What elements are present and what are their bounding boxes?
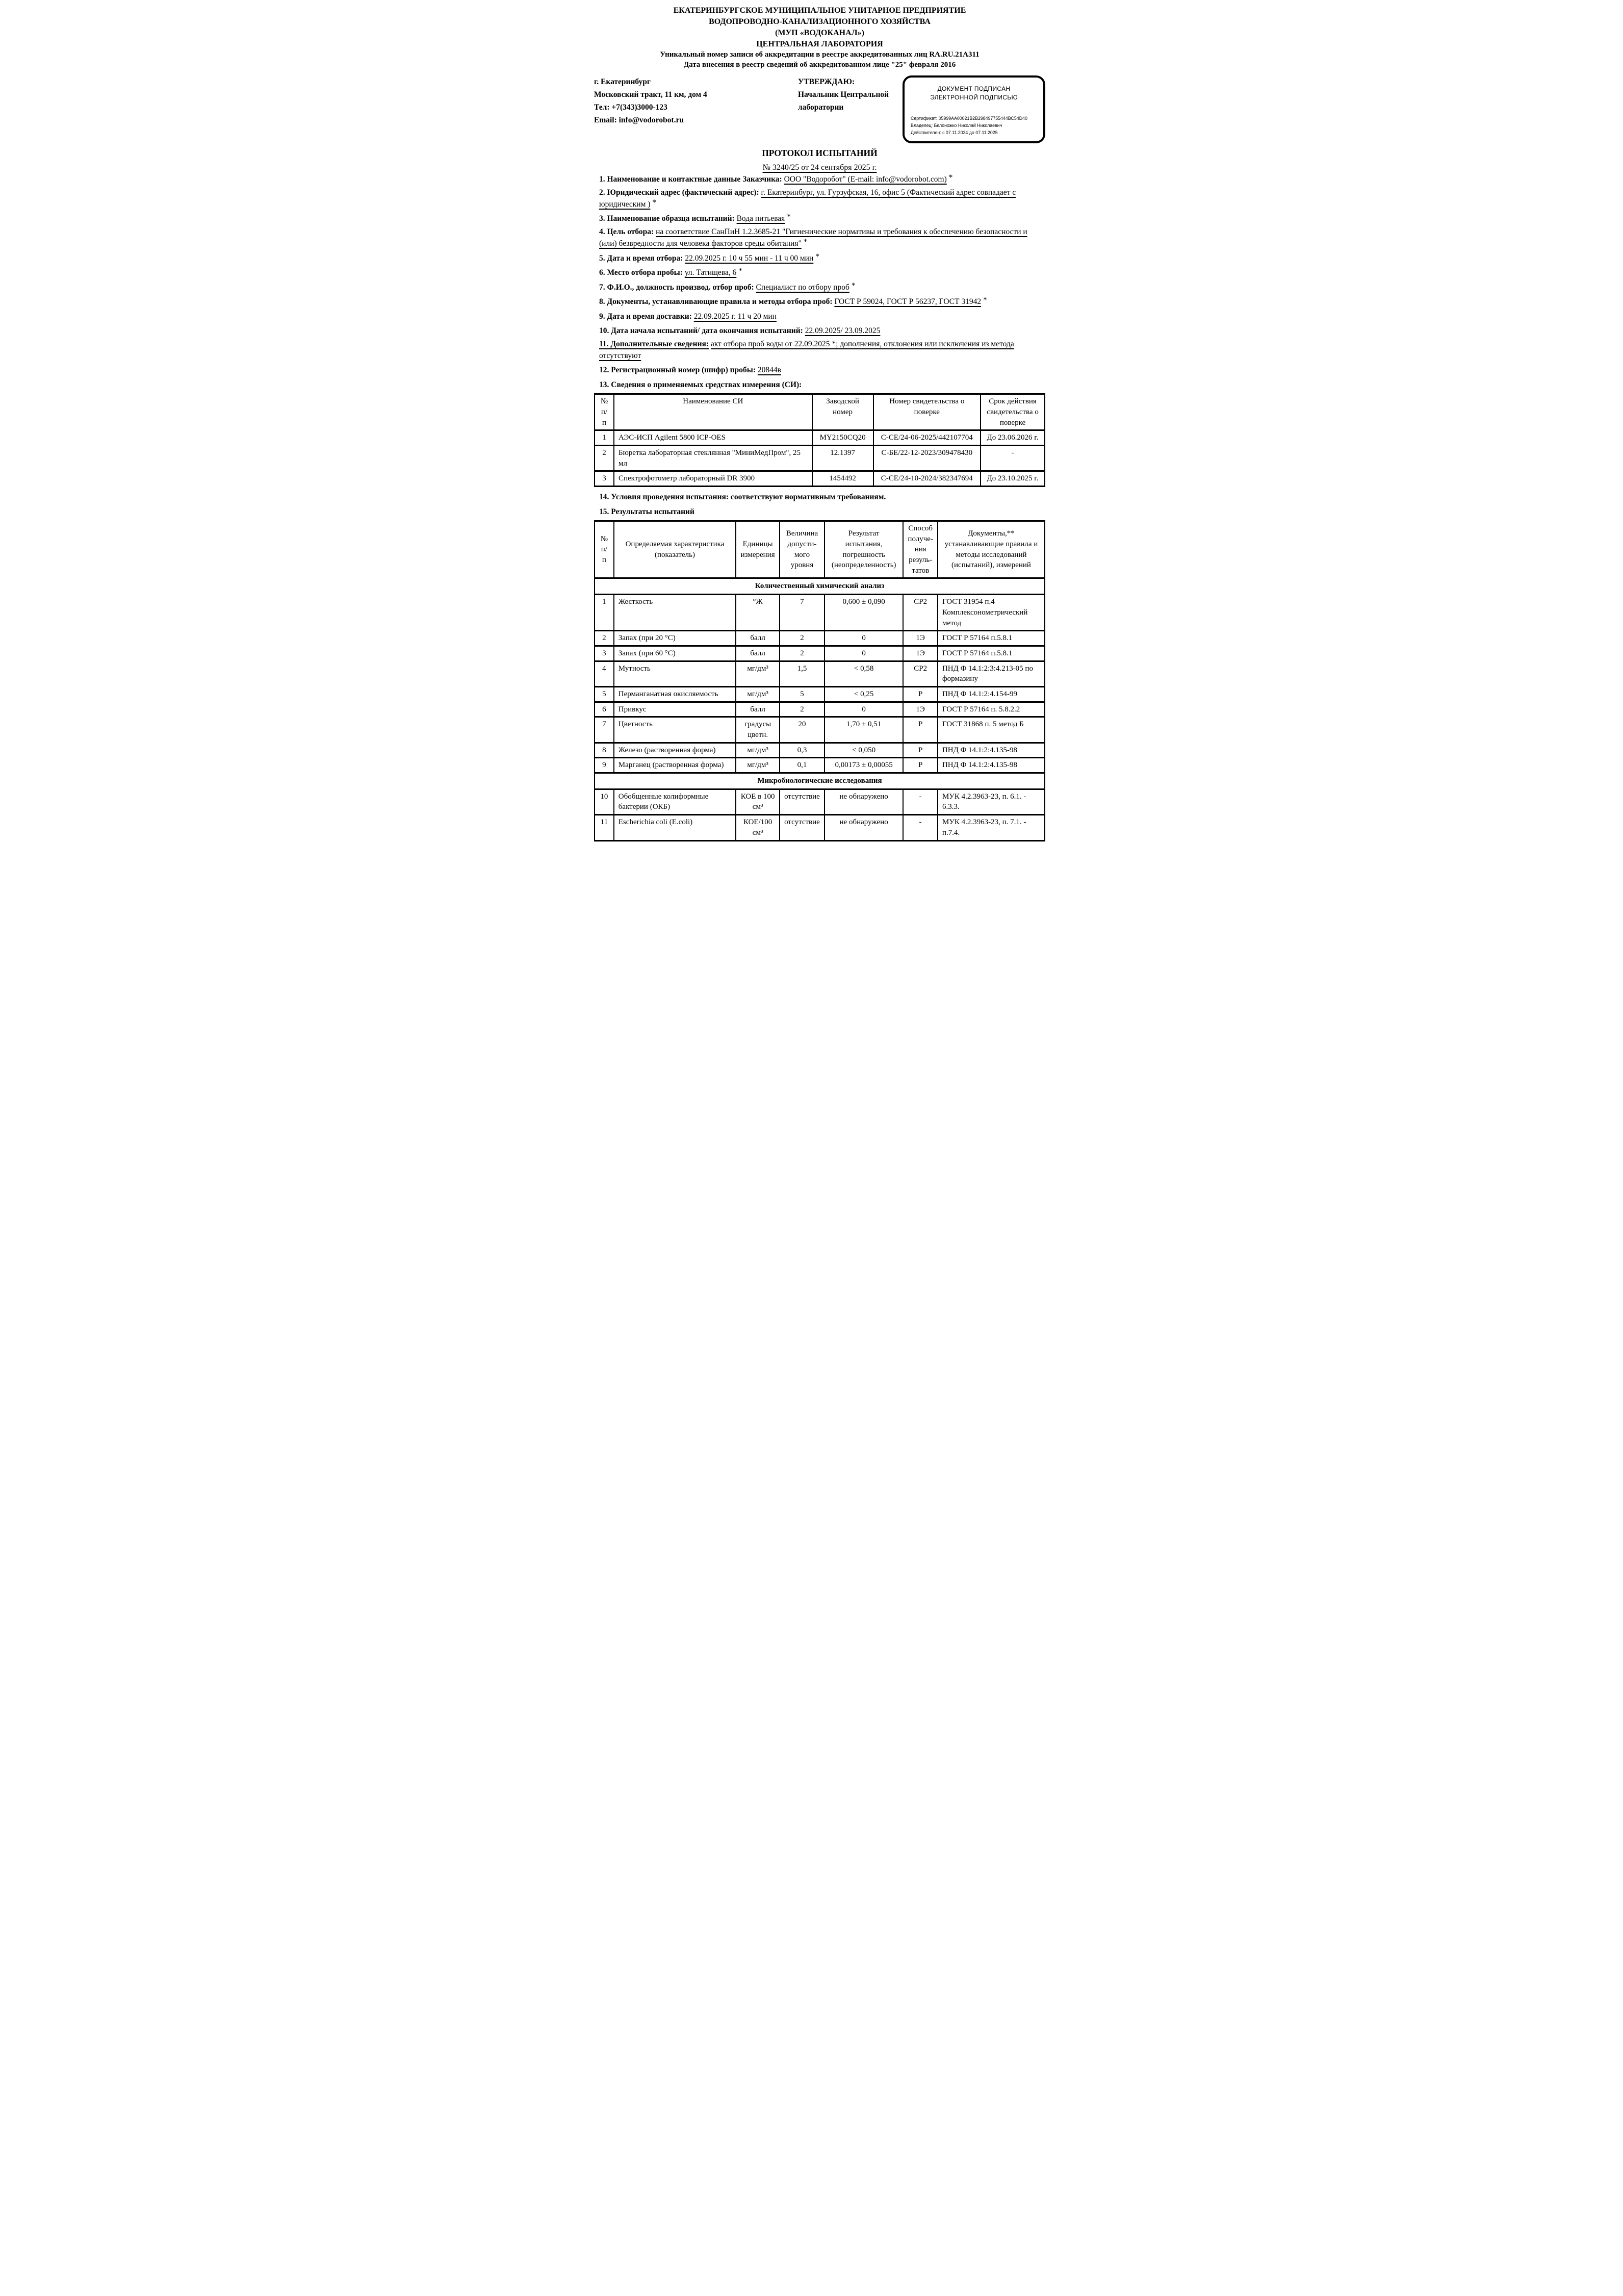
item-test-dates: 10. Дата начала испытаний/ дата окончания испытаний: 22.09.2025/ 23.09.2025 xyxy=(599,326,881,336)
res-num: 2 xyxy=(595,631,614,646)
res-allowed: 7 xyxy=(780,595,825,631)
res-result: не обнаружено xyxy=(825,789,904,814)
res-allowed: 0,3 xyxy=(780,743,825,758)
result-row xyxy=(595,743,1045,758)
res-method-code: 1Э xyxy=(903,631,938,646)
res-units: °Ж xyxy=(736,595,780,631)
si-col-num: № п/п xyxy=(595,394,614,430)
si-row-serial: MY2150CQ20 xyxy=(812,430,873,446)
item-sampler-name: 7. Ф.И.О., должность производ. отбор проб: Специалист по отбору проб * xyxy=(599,281,856,292)
res-result: < 0,25 xyxy=(825,686,904,702)
test-protocol-document xyxy=(541,0,1082,852)
contact-address: Московский тракт, 11 км, дом 4 xyxy=(594,90,707,99)
contact-email: Email: info@vodorobot.ru xyxy=(594,116,684,125)
res-characteristic: Запах (при 20 °С) xyxy=(614,631,736,646)
res-num: 5 xyxy=(595,686,614,702)
si-row-serial: 12.1397 xyxy=(812,446,873,471)
result-row xyxy=(595,789,1045,814)
accreditation-number-line: Уникальный номер записи об аккредитации в реестре аккредитованных лиц RA.RU.21А311 xyxy=(660,50,980,59)
item-legal-address: 2. Юридический адрес (фактический адрес): г. Екатеринбург, ул. Гурзуфская, 16, офис 5 (Фактический адрес совпадает с юридическим ) * xyxy=(599,188,1016,209)
result-row xyxy=(595,717,1045,743)
si-row-num: 3 xyxy=(595,471,614,487)
res-units: мг/дм³ xyxy=(736,758,780,773)
item-results-label: 15. Результаты испытаний xyxy=(599,507,694,516)
res-num: 6 xyxy=(595,702,614,717)
item-delivery-datetime: 9. Дата и время доставки: 22.09.2025 г. 11 ч 20 мин xyxy=(599,312,777,321)
res-document: ПНД Ф 14.1:2:4.135-98 xyxy=(938,743,1045,758)
res-col-result: Результат испытания, погрешность (неопределенность) xyxy=(825,521,904,578)
organization-header xyxy=(594,5,1045,70)
item-registration-number: 12. Регистрационный номер (шифр) пробы: 20844в xyxy=(599,366,781,375)
stamp-details xyxy=(911,115,1037,136)
res-col-documents: Документы,** устанавливающие правила и методы исследований (испытаний), измерений xyxy=(938,521,1045,578)
stamp-owner: Владелец: Белоножко Николай Николаевич xyxy=(911,122,1002,128)
res-num: 4 xyxy=(595,661,614,686)
si-row-certificate: С-СЕ/24-06-2025/442107704 xyxy=(873,430,981,446)
res-characteristic: Escherichia coli (E.coli) xyxy=(614,815,736,840)
item-sample-name: 3. Наименование образца испытаний: Вода питьевая * xyxy=(599,213,791,223)
res-allowed: 2 xyxy=(780,631,825,646)
res-result: 0,00173 ± 0,00055 xyxy=(825,758,904,773)
item-sampling-docs: 8. Документы, устанавливающие правила и методы отбора проб: ГОСТ Р 59024, ГОСТ Р 56237, ГОСТ 31942 * xyxy=(599,296,987,307)
item-customer: 1. Наименование и контактные данные Заказчика: ООО "Водоробот" (E-mail: info@vodorobot.com) * xyxy=(599,173,953,184)
stamp-certificate: Сертификат: 05999AA00021B2B298497755444BC54D40 xyxy=(911,115,1027,121)
si-col-validity: Срок действия свидетельства о поверке xyxy=(981,394,1045,430)
si-row-name: Спектрофотометр лабораторный DR 3900 xyxy=(614,471,812,487)
res-units: мг/дм³ xyxy=(736,743,780,758)
item-sampling-datetime: 5. Дата и время отбора: 22.09.2025 г. 10 ч 55 мин - 11 ч 00 мин * xyxy=(599,252,819,263)
si-row-num: 2 xyxy=(595,446,614,471)
res-result: < 0,050 xyxy=(825,743,904,758)
approval-label: УТВЕРЖДАЮ: xyxy=(798,77,855,86)
res-characteristic: Перманганатная окисляемость xyxy=(614,686,736,702)
lab-contacts-block xyxy=(594,75,798,126)
res-method-code: Р xyxy=(903,717,938,743)
si-row-certificate: С-БЕ/22-12-2023/309478430 xyxy=(873,446,981,471)
info-row xyxy=(594,75,1045,143)
res-num: 3 xyxy=(595,646,614,661)
res-units: КОЕ в 100 см³ xyxy=(736,789,780,814)
stamp-title-line-2: ЭЛЕКТРОННОЙ ПОДПИСЬЮ xyxy=(930,94,1018,101)
res-num: 10 xyxy=(595,789,614,814)
si-col-certificate: Номер свидетельства о поверке xyxy=(873,394,981,430)
res-document: ПНД Ф 14.1:2:3:4.213-05 по формазину xyxy=(938,661,1045,686)
res-document: ПНД Ф 14.1:2:4.154-99 xyxy=(938,686,1045,702)
res-allowed: отсутствие xyxy=(780,815,825,840)
approval-block xyxy=(798,75,895,114)
res-document: ГОСТ Р 57164 п.5.8.1 xyxy=(938,631,1045,646)
results-section-chemical xyxy=(595,578,1045,595)
res-allowed: 0,1 xyxy=(780,758,825,773)
res-result: 0 xyxy=(825,631,904,646)
result-row xyxy=(595,758,1045,773)
res-method-code: - xyxy=(903,789,938,814)
res-allowed: 20 xyxy=(780,717,825,743)
si-col-serial: Заводской номер xyxy=(812,394,873,430)
res-result: 1,70 ± 0,51 xyxy=(825,717,904,743)
digital-signature-stamp xyxy=(903,75,1045,143)
result-row xyxy=(595,661,1045,686)
org-name-line-1: ЕКАТЕРИНБУРГСКОЕ МУНИЦИПАЛЬНОЕ УНИТАРНОЕ ПРЕДПРИЯТИЕ xyxy=(673,6,966,15)
item-sampling-place: 6. Место отбора пробы: ул. Татищева, 6 * xyxy=(599,267,742,277)
res-num: 8 xyxy=(595,743,614,758)
res-units: КОЕ/100 см³ xyxy=(736,815,780,840)
res-units: балл xyxy=(736,646,780,661)
res-document: ГОСТ 31868 п. 5 метод Б xyxy=(938,717,1045,743)
contact-phone: Тел: +7(343)3000-123 xyxy=(594,103,667,112)
res-document: ГОСТ 31954 п.4 Комплексонометрический метод xyxy=(938,595,1045,631)
results-section-title: Количественный химический анализ xyxy=(595,578,1045,595)
res-result: 0 xyxy=(825,702,904,717)
res-result: 0,600 ± 0,090 xyxy=(825,595,904,631)
res-method-code: Р xyxy=(903,758,938,773)
si-row-validity: - xyxy=(981,446,1045,471)
res-num: 7 xyxy=(595,717,614,743)
si-row-certificate: С-СЕ/24-10-2024/382347694 xyxy=(873,471,981,487)
item-test-conditions: 14. Условия проведения испытания: соответствуют нормативным требованиям. xyxy=(599,493,886,502)
res-allowed: отсутствие xyxy=(780,789,825,814)
res-allowed: 2 xyxy=(780,646,825,661)
si-table-row xyxy=(595,471,1045,487)
si-col-name: Наименование СИ xyxy=(614,394,812,430)
results-header-row xyxy=(595,521,1045,578)
res-method-code: - xyxy=(903,815,938,840)
protocol-number-line: № 3240/25 от 24 сентября 2025 г. xyxy=(762,163,877,172)
res-allowed: 5 xyxy=(780,686,825,702)
org-name-line-2: ВОДОПРОВОДНО-КАНАЛИЗАЦИОННОГО ХОЗЯЙСТВА xyxy=(709,17,931,27)
item-si-section-label: 13. Сведения о применяемых средствах измерения (СИ): xyxy=(599,380,802,389)
res-method-code: Р xyxy=(903,743,938,758)
res-document: МУК 4.2.3963-23, п. 6.1. - 6.3.3. xyxy=(938,789,1045,814)
res-units: мг/дм³ xyxy=(736,686,780,702)
res-characteristic: Привкус xyxy=(614,702,736,717)
si-row-name: Бюретка лабораторная стеклянная "МиниМедПром", 25 мл xyxy=(614,446,812,471)
res-num: 11 xyxy=(595,815,614,840)
res-document: ГОСТ Р 57164 п.5.8.1 xyxy=(938,646,1045,661)
res-method-code: 1Э xyxy=(903,646,938,661)
res-characteristic: Жесткость xyxy=(614,595,736,631)
res-num: 9 xyxy=(595,758,614,773)
res-col-units: Единицы измерения xyxy=(736,521,780,578)
res-result: < 0,58 xyxy=(825,661,904,686)
res-method-code: Р xyxy=(903,686,938,702)
si-table-row xyxy=(595,446,1045,471)
org-lab-name: ЦЕНТРАЛЬНАЯ ЛАБОРАТОРИЯ xyxy=(756,40,883,49)
item-sampling-purpose: 4. Цель отбора: на соответствие СанПиН 1.2.3685-21 "Гигиенические нормативы и требования к обеспечению безопасности и (или) безвредности для человека факторов среды обитания" * xyxy=(599,227,1027,248)
si-row-num: 1 xyxy=(595,430,614,446)
res-document: ПНД Ф 14.1:2:4.135-98 xyxy=(938,758,1045,773)
res-characteristic: Цветность xyxy=(614,717,736,743)
res-units: балл xyxy=(736,702,780,717)
res-allowed: 2 xyxy=(780,702,825,717)
res-method-code: 1Э xyxy=(903,702,938,717)
result-row xyxy=(595,815,1045,840)
results-section-title: Микробиологические исследования xyxy=(595,773,1045,789)
res-characteristic: Обобщенные колиформные бактерии (ОКБ) xyxy=(614,789,736,814)
res-units: балл xyxy=(736,631,780,646)
result-row xyxy=(595,702,1045,717)
result-row xyxy=(595,646,1045,661)
results-table xyxy=(594,520,1045,841)
res-characteristic: Железо (растворенная форма) xyxy=(614,743,736,758)
res-col-characteristic: Определяемая характеристика (показатель) xyxy=(614,521,736,578)
res-result: 0 xyxy=(825,646,904,661)
stamp-title xyxy=(911,85,1037,103)
res-characteristic: Марганец (растворенная форма) xyxy=(614,758,736,773)
result-row xyxy=(595,631,1045,646)
res-units: градусы цветн. xyxy=(736,717,780,743)
si-row-name: АЭС-ИСП Agilent 5800 ICP-OES xyxy=(614,430,812,446)
res-col-allowed-level: Величина допусти- мого уровня xyxy=(780,521,825,578)
document-title: ПРОТОКОЛ ИСПЫТАНИЙ xyxy=(762,147,878,158)
results-section-microbiology xyxy=(595,773,1045,789)
registry-date-line: Дата внесения в реестр сведений об аккредитованном лице "25" февраля 2016 xyxy=(683,61,956,69)
stamp-validity: Действителен: с 07.11.2024 до 07.11.2025 xyxy=(911,130,998,135)
res-col-method-code: Способ получе- ния резуль- татов xyxy=(903,521,938,578)
org-name-line-3: (МУП «ВОДОКАНАЛ») xyxy=(775,29,864,38)
res-units: мг/дм³ xyxy=(736,661,780,686)
res-num: 1 xyxy=(595,595,614,631)
result-row xyxy=(595,686,1045,702)
si-row-validity: До 23.06.2026 г. xyxy=(981,430,1045,446)
si-table-header-row xyxy=(595,394,1045,430)
res-characteristic: Запах (при 60 °С) xyxy=(614,646,736,661)
res-result: не обнаружено xyxy=(825,815,904,840)
res-characteristic: Мутность xyxy=(614,661,736,686)
res-method-code: СР2 xyxy=(903,661,938,686)
res-document: ГОСТ Р 57164 п. 5.8.2.2 xyxy=(938,702,1045,717)
res-allowed: 1,5 xyxy=(780,661,825,686)
res-col-num: № п/п xyxy=(595,521,614,578)
res-method-code: СР2 xyxy=(903,595,938,631)
approver-position: Начальник Центральной лаборатории xyxy=(798,90,889,112)
stamp-title-line-1: ДОКУМЕНТ ПОДПИСАН xyxy=(937,85,1011,92)
item-additional-info: 11. Дополнительные сведения: акт отбора проб воды от 22.09.2025 *; дополнения, отклонения или исключения из метода отсутствуют xyxy=(599,339,1014,360)
measuring-instruments-table xyxy=(594,393,1045,487)
si-row-validity: До 23.10.2025 г. xyxy=(981,471,1045,487)
si-table-row xyxy=(595,430,1045,446)
result-row xyxy=(595,595,1045,631)
contact-city: г. Екатеринбург xyxy=(594,77,651,86)
si-row-serial: 1454492 xyxy=(812,471,873,487)
res-document: МУК 4.2.3963-23, п. 7.1. - п.7.4. xyxy=(938,815,1045,840)
